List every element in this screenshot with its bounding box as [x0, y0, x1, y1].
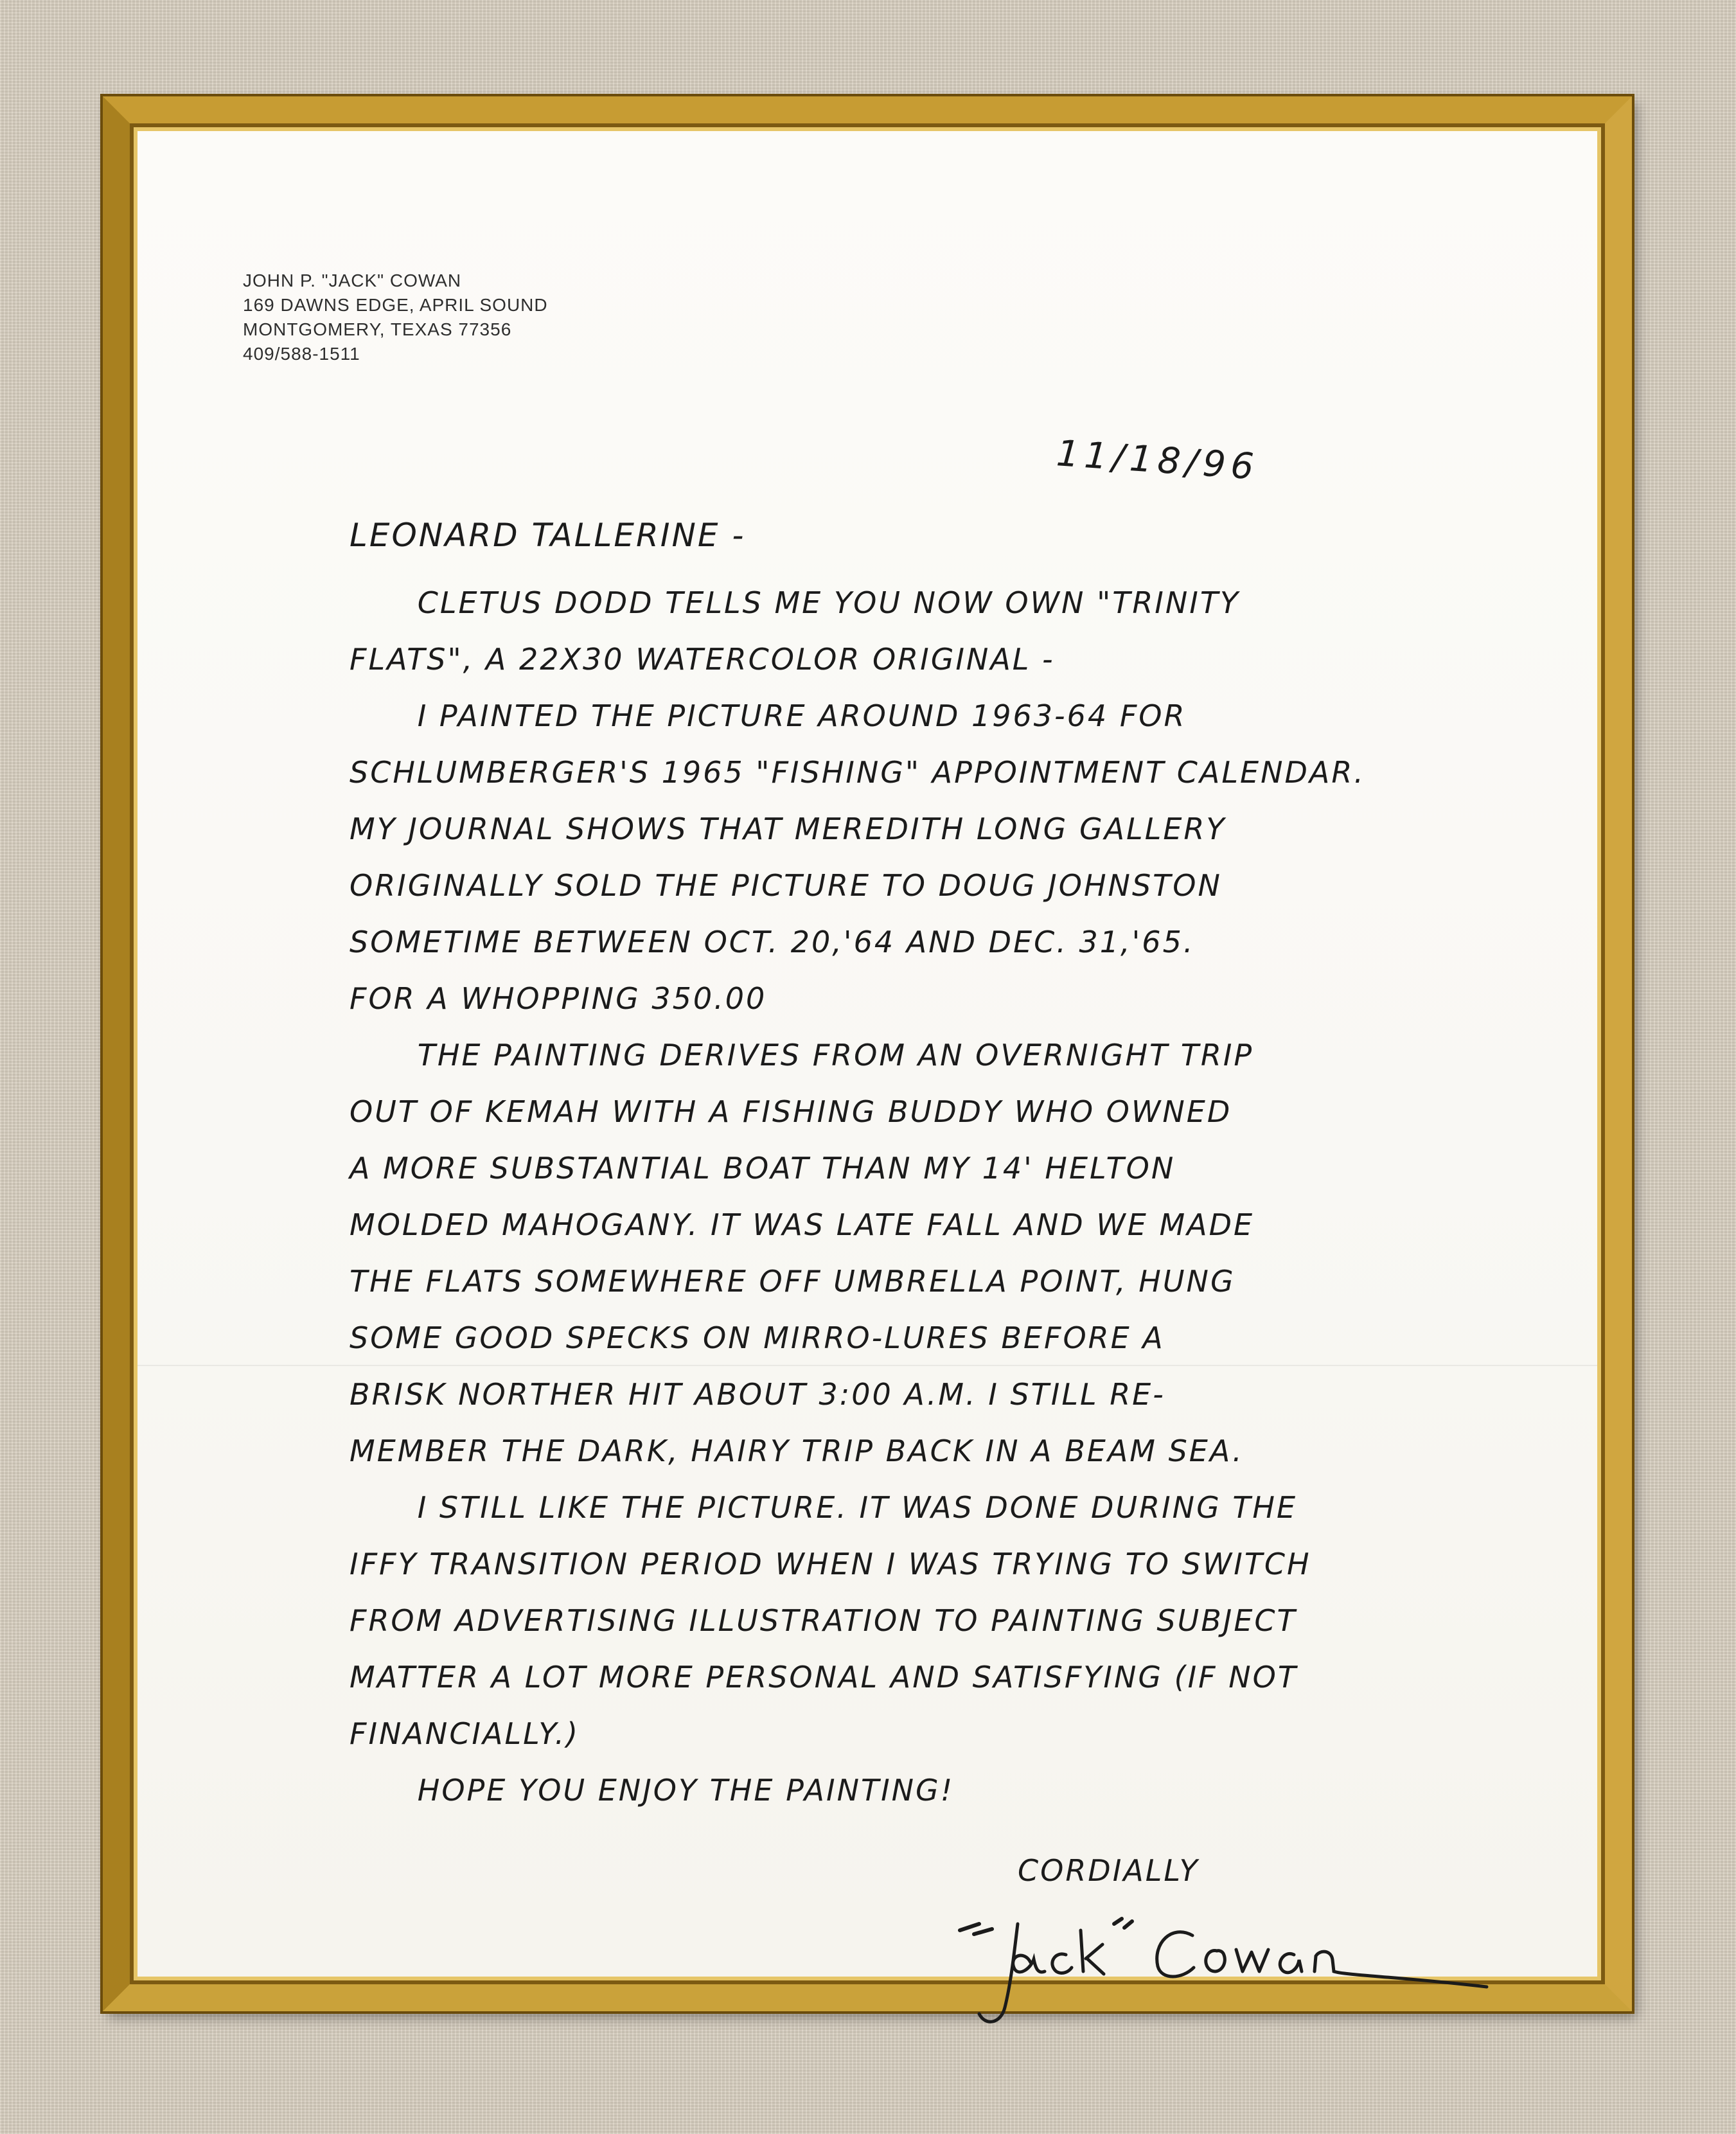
letter-line: FOR A WHOPPING 350.00 [350, 981, 767, 1016]
letter-line: SOME GOOD SPECKS ON MIRRO-LURES BEFORE A [350, 1320, 1165, 1355]
letter-line: OUT OF KEMAH WITH A FISHING BUDDY WHO OWNED [350, 1094, 1232, 1129]
letter-line: I STILL LIKE THE PICTURE. IT WAS DONE DURING THE [350, 1490, 1298, 1525]
letter-line: THE PAINTING DERIVES FROM AN OVERNIGHT TRIP [350, 1038, 1254, 1072]
letter-line: CLETUS DODD TELLS ME YOU NOW OWN "TRINITY [350, 585, 1241, 620]
letter-line: MY JOURNAL SHOWS THAT MEREDITH LONG GALLERY [350, 812, 1227, 846]
letter-line: SOMETIME BETWEEN OCT. 20,'64 AND DEC. 31,'65. [350, 925, 1195, 959]
paper-fold-crease [137, 1365, 1597, 1366]
letterhead-address-line-1: 169 DAWNS EDGE, APRIL SOUND [243, 295, 548, 315]
letter-line: HOPE YOU ENJOY THE PAINTING! [350, 1773, 955, 1808]
letter-line: FINANCIALLY.) [350, 1716, 580, 1751]
letter-paper [137, 131, 1597, 1977]
letter-line: IFFY TRANSITION PERIOD WHEN I WAS TRYING TO SWITCH [350, 1547, 1311, 1581]
letterhead-phone: 409/588-1511 [243, 344, 360, 364]
letter-line: A MORE SUBSTANTIAL BOAT THAN MY 14' HELTON [350, 1151, 1176, 1186]
letter-line: FLATS", A 22X30 WATERCOLOR ORIGINAL - [350, 642, 1055, 677]
handwritten-signature [934, 1905, 1512, 2033]
gold-picture-frame [103, 96, 1632, 2011]
letter-body [350, 574, 1365, 1818]
letterhead [243, 269, 548, 366]
letter-line: FROM ADVERTISING ILLUSTRATION TO PAINTING SUBJECT [350, 1603, 1297, 1638]
letter-line: SCHLUMBERGER'S 1965 "FISHING" APPOINTMENT CALENDAR. [350, 755, 1365, 790]
letter-date: 11/18/96 [1055, 432, 1261, 488]
letter-line: I PAINTED THE PICTURE AROUND 1963-64 FOR [350, 698, 1187, 733]
letterhead-name: JOHN P. "JACK" COWAN [243, 271, 462, 290]
letter-line: MATTER A LOT MORE PERSONAL AND SATISFYING (IF NOT [350, 1660, 1298, 1694]
letter-line: MEMBER THE DARK, HAIRY TRIP BACK IN A BEAM SEA. [350, 1434, 1244, 1468]
letterhead-address-line-2: MONTGOMERY, TEXAS 77356 [243, 319, 512, 339]
letter-line: THE FLATS SOMEWHERE OFF UMBRELLA POINT, HUNG [350, 1264, 1236, 1299]
letter-line: ORIGINALLY SOLD THE PICTURE TO DOUG JOHNSTON [350, 868, 1222, 903]
letter-line: BRISK NORTHER HIT ABOUT 3:00 A.M. I STILL RE- [350, 1377, 1165, 1412]
salutation: LEONARD TALLERINE - [350, 517, 746, 554]
letter-line: MOLDED MAHOGANY. IT WAS LATE FALL AND WE MADE [350, 1207, 1255, 1242]
closing: CORDIALLY [1018, 1853, 1200, 1888]
